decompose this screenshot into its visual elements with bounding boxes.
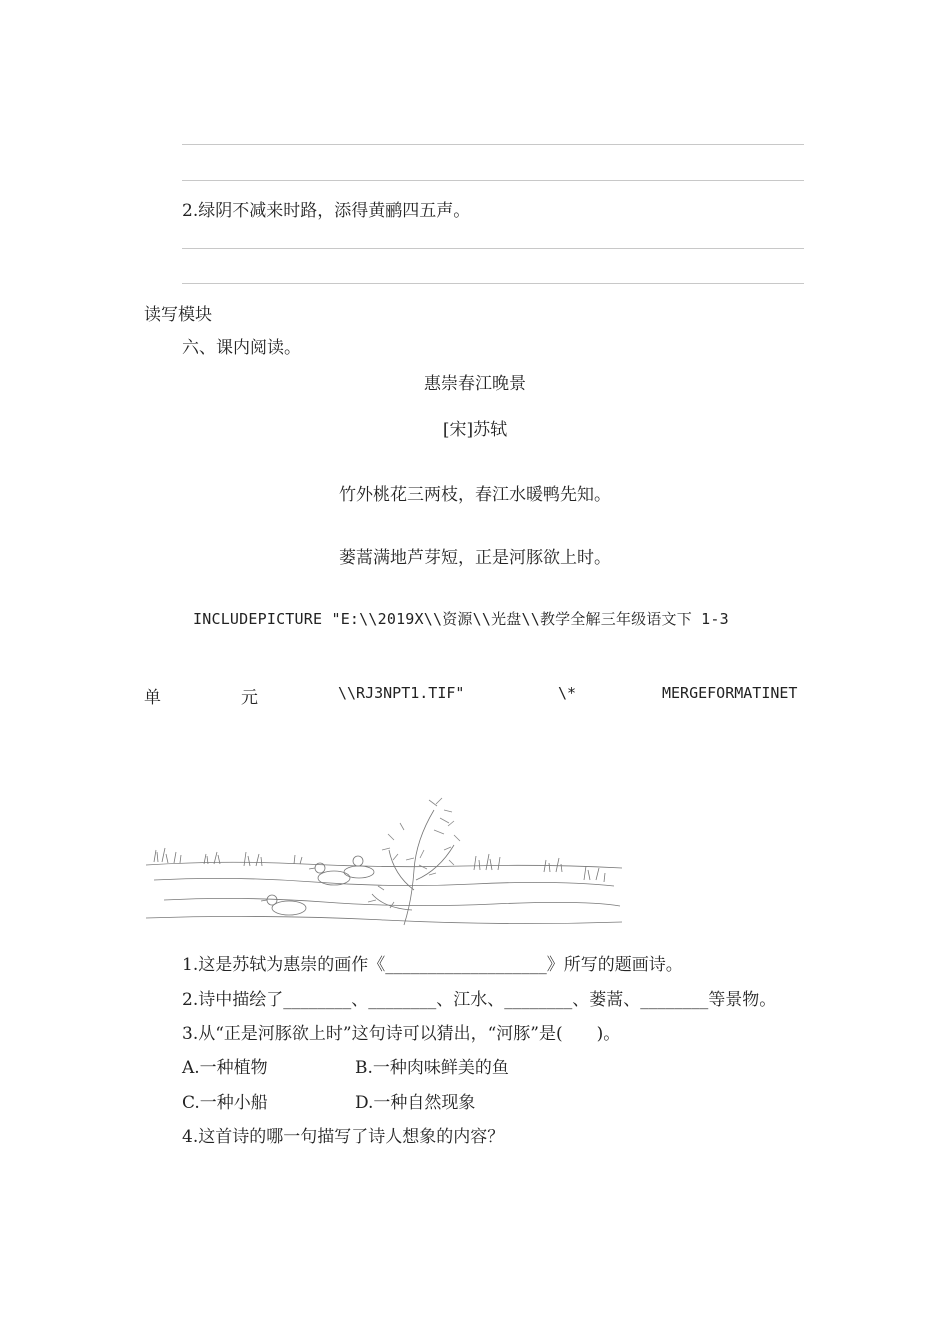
option-b: B.一种肉味鲜美的鱼 bbox=[355, 1058, 509, 1078]
question-2-quote: 2.绿阴不减来时路，添得黄鹂四五声。 bbox=[182, 201, 471, 221]
option-d: D.一种自然现象 bbox=[355, 1093, 476, 1113]
question-1: 1.这是苏轼为惠崇的画作《___________________》所写的题画诗。 bbox=[182, 955, 683, 975]
field-code-word-4: \* bbox=[558, 684, 577, 702]
question-4: 4.这首诗的哪一句描写了诗人想象的内容？ bbox=[182, 1127, 505, 1147]
section-heading: 六、课内阅读。 bbox=[182, 338, 301, 358]
module-title: 读写模块 bbox=[144, 305, 212, 325]
poem-title: 惠崇春江晚景 bbox=[424, 374, 526, 394]
question-2: 2.诗中描绘了________、________、江水、________、蒌蒿、________等景物。 bbox=[182, 990, 777, 1010]
answer-line bbox=[182, 180, 804, 181]
field-code-word-2: 元 bbox=[241, 688, 258, 708]
question-3: 3.从“正是河豚欲上时”这句诗可以猜出，“河豚”是( )。 bbox=[182, 1024, 621, 1044]
poem-line-2: 蒌蒿满地芦芽短，正是河豚欲上时。 bbox=[339, 548, 611, 568]
answer-line bbox=[182, 283, 804, 284]
option-a: A.一种植物 bbox=[182, 1058, 268, 1078]
poem-author: [宋]苏轼 bbox=[442, 420, 508, 440]
field-code-word-1: 单 bbox=[144, 688, 161, 708]
option-c: C.一种小船 bbox=[182, 1093, 268, 1113]
field-code-word-3: \\RJ3NPT1.TIF" bbox=[338, 684, 465, 702]
answer-line bbox=[182, 248, 804, 249]
poem-line-1: 竹外桃花三两枝，春江水暖鸭先知。 bbox=[339, 485, 611, 505]
field-code-word-5: MERGEFORMATINET bbox=[662, 684, 798, 702]
pond-duck-reed-illustration bbox=[144, 790, 624, 930]
field-code-line-1: INCLUDEPICTURE "E:\\2019X\\资源\\光盘\\教学全解三年级语文下 1-3 bbox=[193, 610, 729, 628]
answer-line bbox=[182, 144, 804, 145]
